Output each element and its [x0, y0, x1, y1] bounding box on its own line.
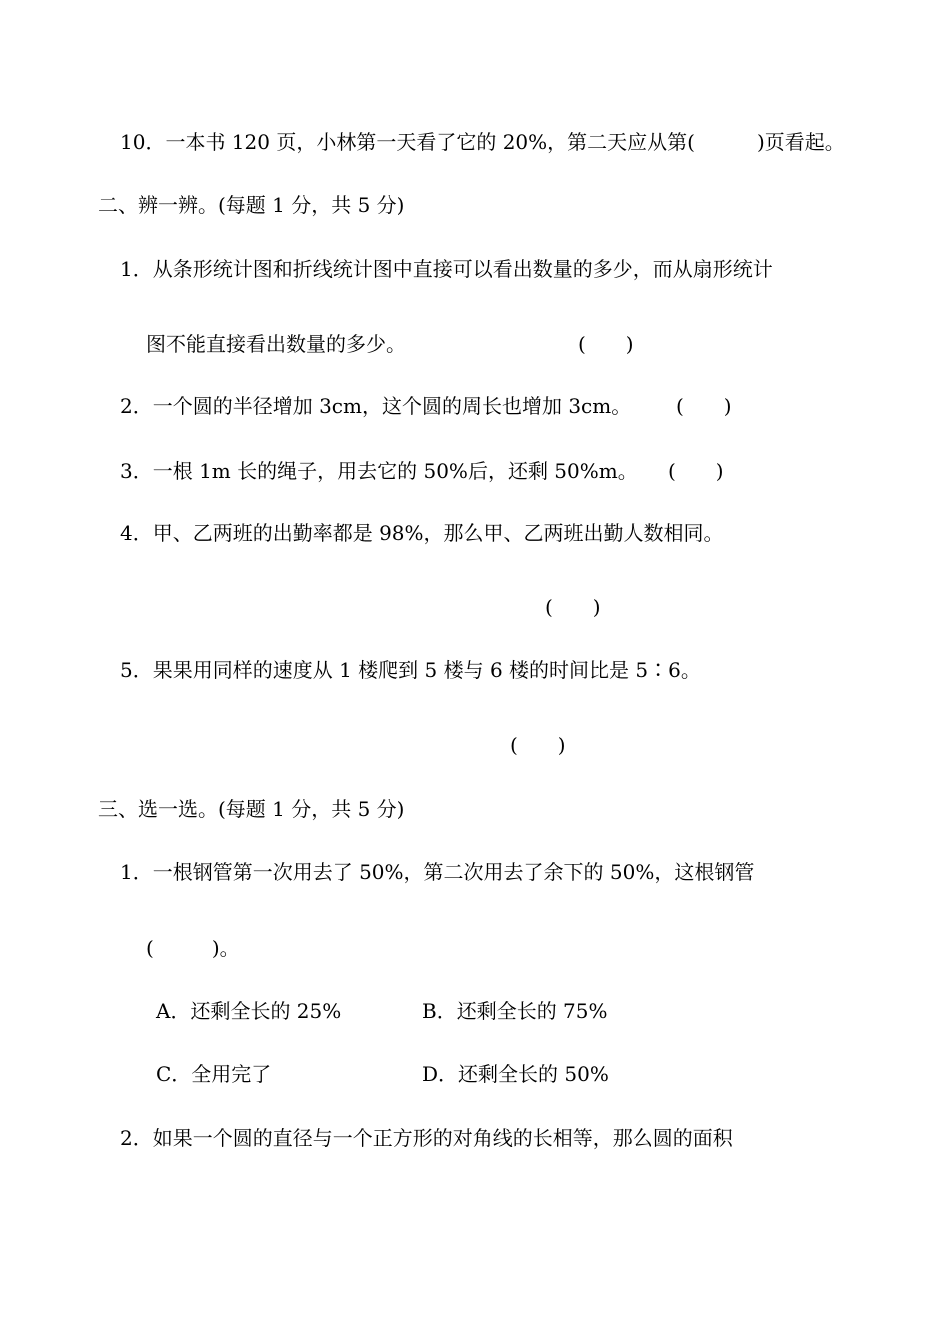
choice-question-2-line-1: 2．如果一个圆的直径与一个正方形的对角线的长相等，那么圆的面积 [120, 1126, 733, 1150]
judge-item-5-paren: ( ) [510, 733, 566, 757]
judge-item-2: 2．一个圆的半径增加 3cm，这个圆的周长也增加 3cm。 [120, 394, 632, 418]
option-d: D．还剩全长的 50% [422, 1062, 609, 1086]
question-10-tail: )页看起。 [756, 130, 845, 154]
judge-item-4: 4．甲、乙两班的出勤率都是 98%，那么甲、乙两班出勤人数相同。 [120, 521, 724, 545]
section-2-heading: 二、辨一辨。(每题 1 分，共 5 分) [98, 193, 405, 217]
option-b: B．还剩全长的 75% [422, 999, 608, 1023]
option-a: A．还剩全长的 25% [156, 999, 342, 1023]
choice-question-1-line-1: 1．一根钢管第一次用去了 50%，第二次用去了余下的 50%，这根钢管 [120, 860, 755, 884]
question-10 [120, 128, 845, 156]
judge-item-3: 3．一根 1m 长的绳子，用去它的 50%后，还剩 50%m。 [120, 459, 638, 483]
judge-item-3-paren: ( ) [668, 459, 724, 483]
judge-item-1-paren: ( ) [578, 332, 634, 356]
judge-item-1-line-2: 图不能直接看出数量的多少。 [146, 332, 406, 356]
question-10-text: 10．一本书 120 页，小林第一天看了它的 20%，第二天应从第( [120, 130, 695, 154]
section-3-heading: 三、选一选。(每题 1 分，共 5 分) [98, 797, 405, 821]
judge-item-4-paren: ( ) [545, 595, 601, 619]
judge-item-2-paren: ( ) [676, 394, 732, 418]
judge-item-1-line-1: 1．从条形统计图和折线统计图中直接可以看出数量的多少，而从扇形统计 [120, 257, 773, 281]
answer-open-paren: ( [146, 936, 154, 960]
choice-question-1-line-2 [146, 934, 240, 962]
answer-close-paren: )。 [211, 936, 240, 960]
judge-item-5: 5．果果用同样的速度从 1 楼爬到 5 楼与 6 楼的时间比是 5∶6。 [120, 658, 701, 682]
option-c: C．全用完了 [156, 1062, 272, 1086]
